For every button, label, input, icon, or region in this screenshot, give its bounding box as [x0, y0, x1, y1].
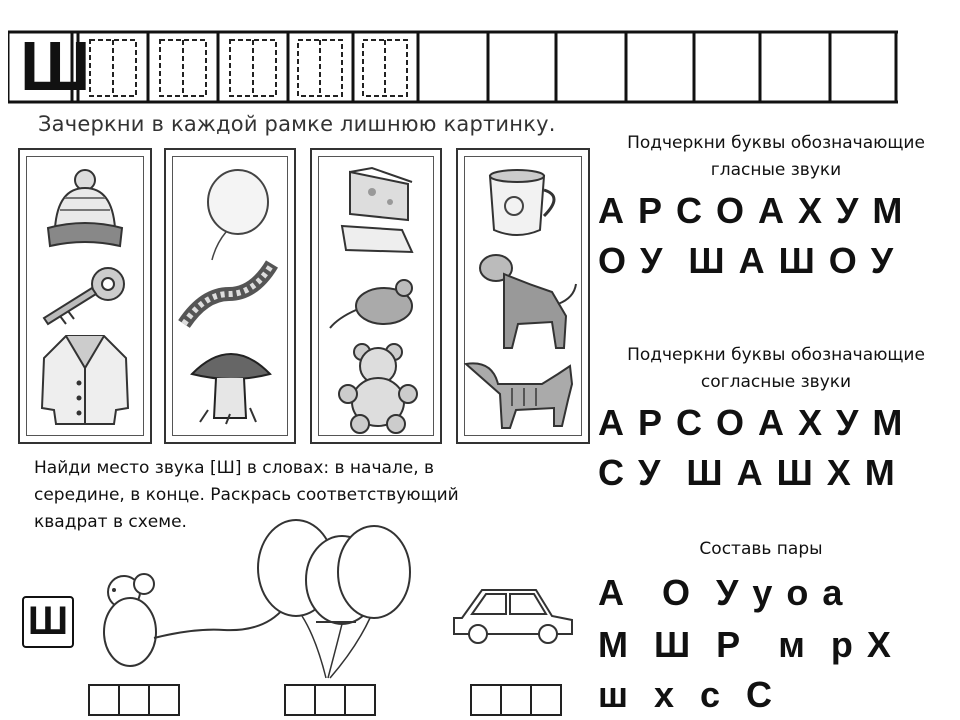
car-icon[interactable]: [448, 580, 578, 648]
find-sound-instruction: Найди место звука [Ш] в словах: в начале, в середине, в конце. Раскрась соответствующий квадрат в схеме.: [34, 458, 459, 532]
scheme-square-start[interactable]: [284, 684, 316, 716]
balloon-icon[interactable]: [186, 164, 276, 264]
coat-icon[interactable]: [36, 328, 134, 428]
consonants-instruction: [596, 342, 956, 396]
pairs-row3[interactable]: ш х с С: [598, 674, 775, 715]
sound-scheme-balloons: [284, 684, 374, 714]
vowels-instruction-line2: гласные звуки: [710, 160, 842, 180]
scheme-square-end[interactable]: [530, 684, 562, 716]
mushroom-icon[interactable]: [186, 336, 276, 432]
picture-frame-2: [164, 148, 296, 444]
sound-scheme-car: [470, 684, 560, 714]
pairs-instruction: Составь пары: [699, 539, 823, 559]
cheese-icon[interactable]: [332, 164, 422, 260]
consonants-instruction-line1: Подчеркни буквы обозначающие: [627, 345, 925, 365]
mouse-icon[interactable]: [326, 272, 426, 332]
dog-icon[interactable]: [468, 244, 582, 354]
sound-scheme-mouse: [88, 684, 178, 714]
writing-strip: [8, 28, 898, 106]
picture-frame-3: [310, 148, 442, 444]
scheme-square-start[interactable]: [88, 684, 120, 716]
scheme-square-end[interactable]: [344, 684, 376, 716]
teddy-bear-icon[interactable]: [332, 338, 422, 434]
scheme-square-middle[interactable]: [500, 684, 532, 716]
vowels-instruction: [596, 130, 956, 184]
consonants-letters-row2[interactable]: С У Ш А Ш Х М: [598, 452, 897, 493]
pairs-row2[interactable]: М Ш Р м р Х: [598, 624, 893, 665]
scheme-square-start[interactable]: [470, 684, 502, 716]
frames-instruction: Зачеркни в каждой рамке лишнюю картинку.: [38, 112, 556, 136]
scheme-square-end[interactable]: [148, 684, 180, 716]
strip-lines: [8, 28, 898, 106]
cup-icon[interactable]: [484, 166, 568, 242]
vowels-letters-row2[interactable]: О У Ш А Ш О У: [598, 240, 896, 281]
cat-icon[interactable]: [462, 354, 582, 434]
picture-frame-1: [18, 148, 152, 444]
scheme-square-middle[interactable]: [118, 684, 150, 716]
consonants-letters-row1[interactable]: А Р С О А Х У М: [598, 402, 905, 443]
vowels-instruction-line1: Подчеркни буквы обозначающие: [627, 133, 925, 153]
consonants-instruction-line2: согласные звуки: [700, 372, 852, 392]
strip-sample-letter: Ш: [20, 27, 91, 105]
key-icon[interactable]: [38, 262, 132, 332]
balloons-icon[interactable]: [246, 518, 416, 686]
scarf-icon[interactable]: [174, 254, 286, 338]
vowels-letters-row1[interactable]: А Р С О А Х У М: [598, 190, 905, 231]
hat-icon[interactable]: [40, 168, 130, 252]
sh-letter-box: Ш: [22, 596, 74, 648]
scheme-square-middle[interactable]: [314, 684, 346, 716]
pairs-row1[interactable]: А О У у о а: [598, 572, 845, 613]
picture-frame-4: [456, 148, 590, 444]
